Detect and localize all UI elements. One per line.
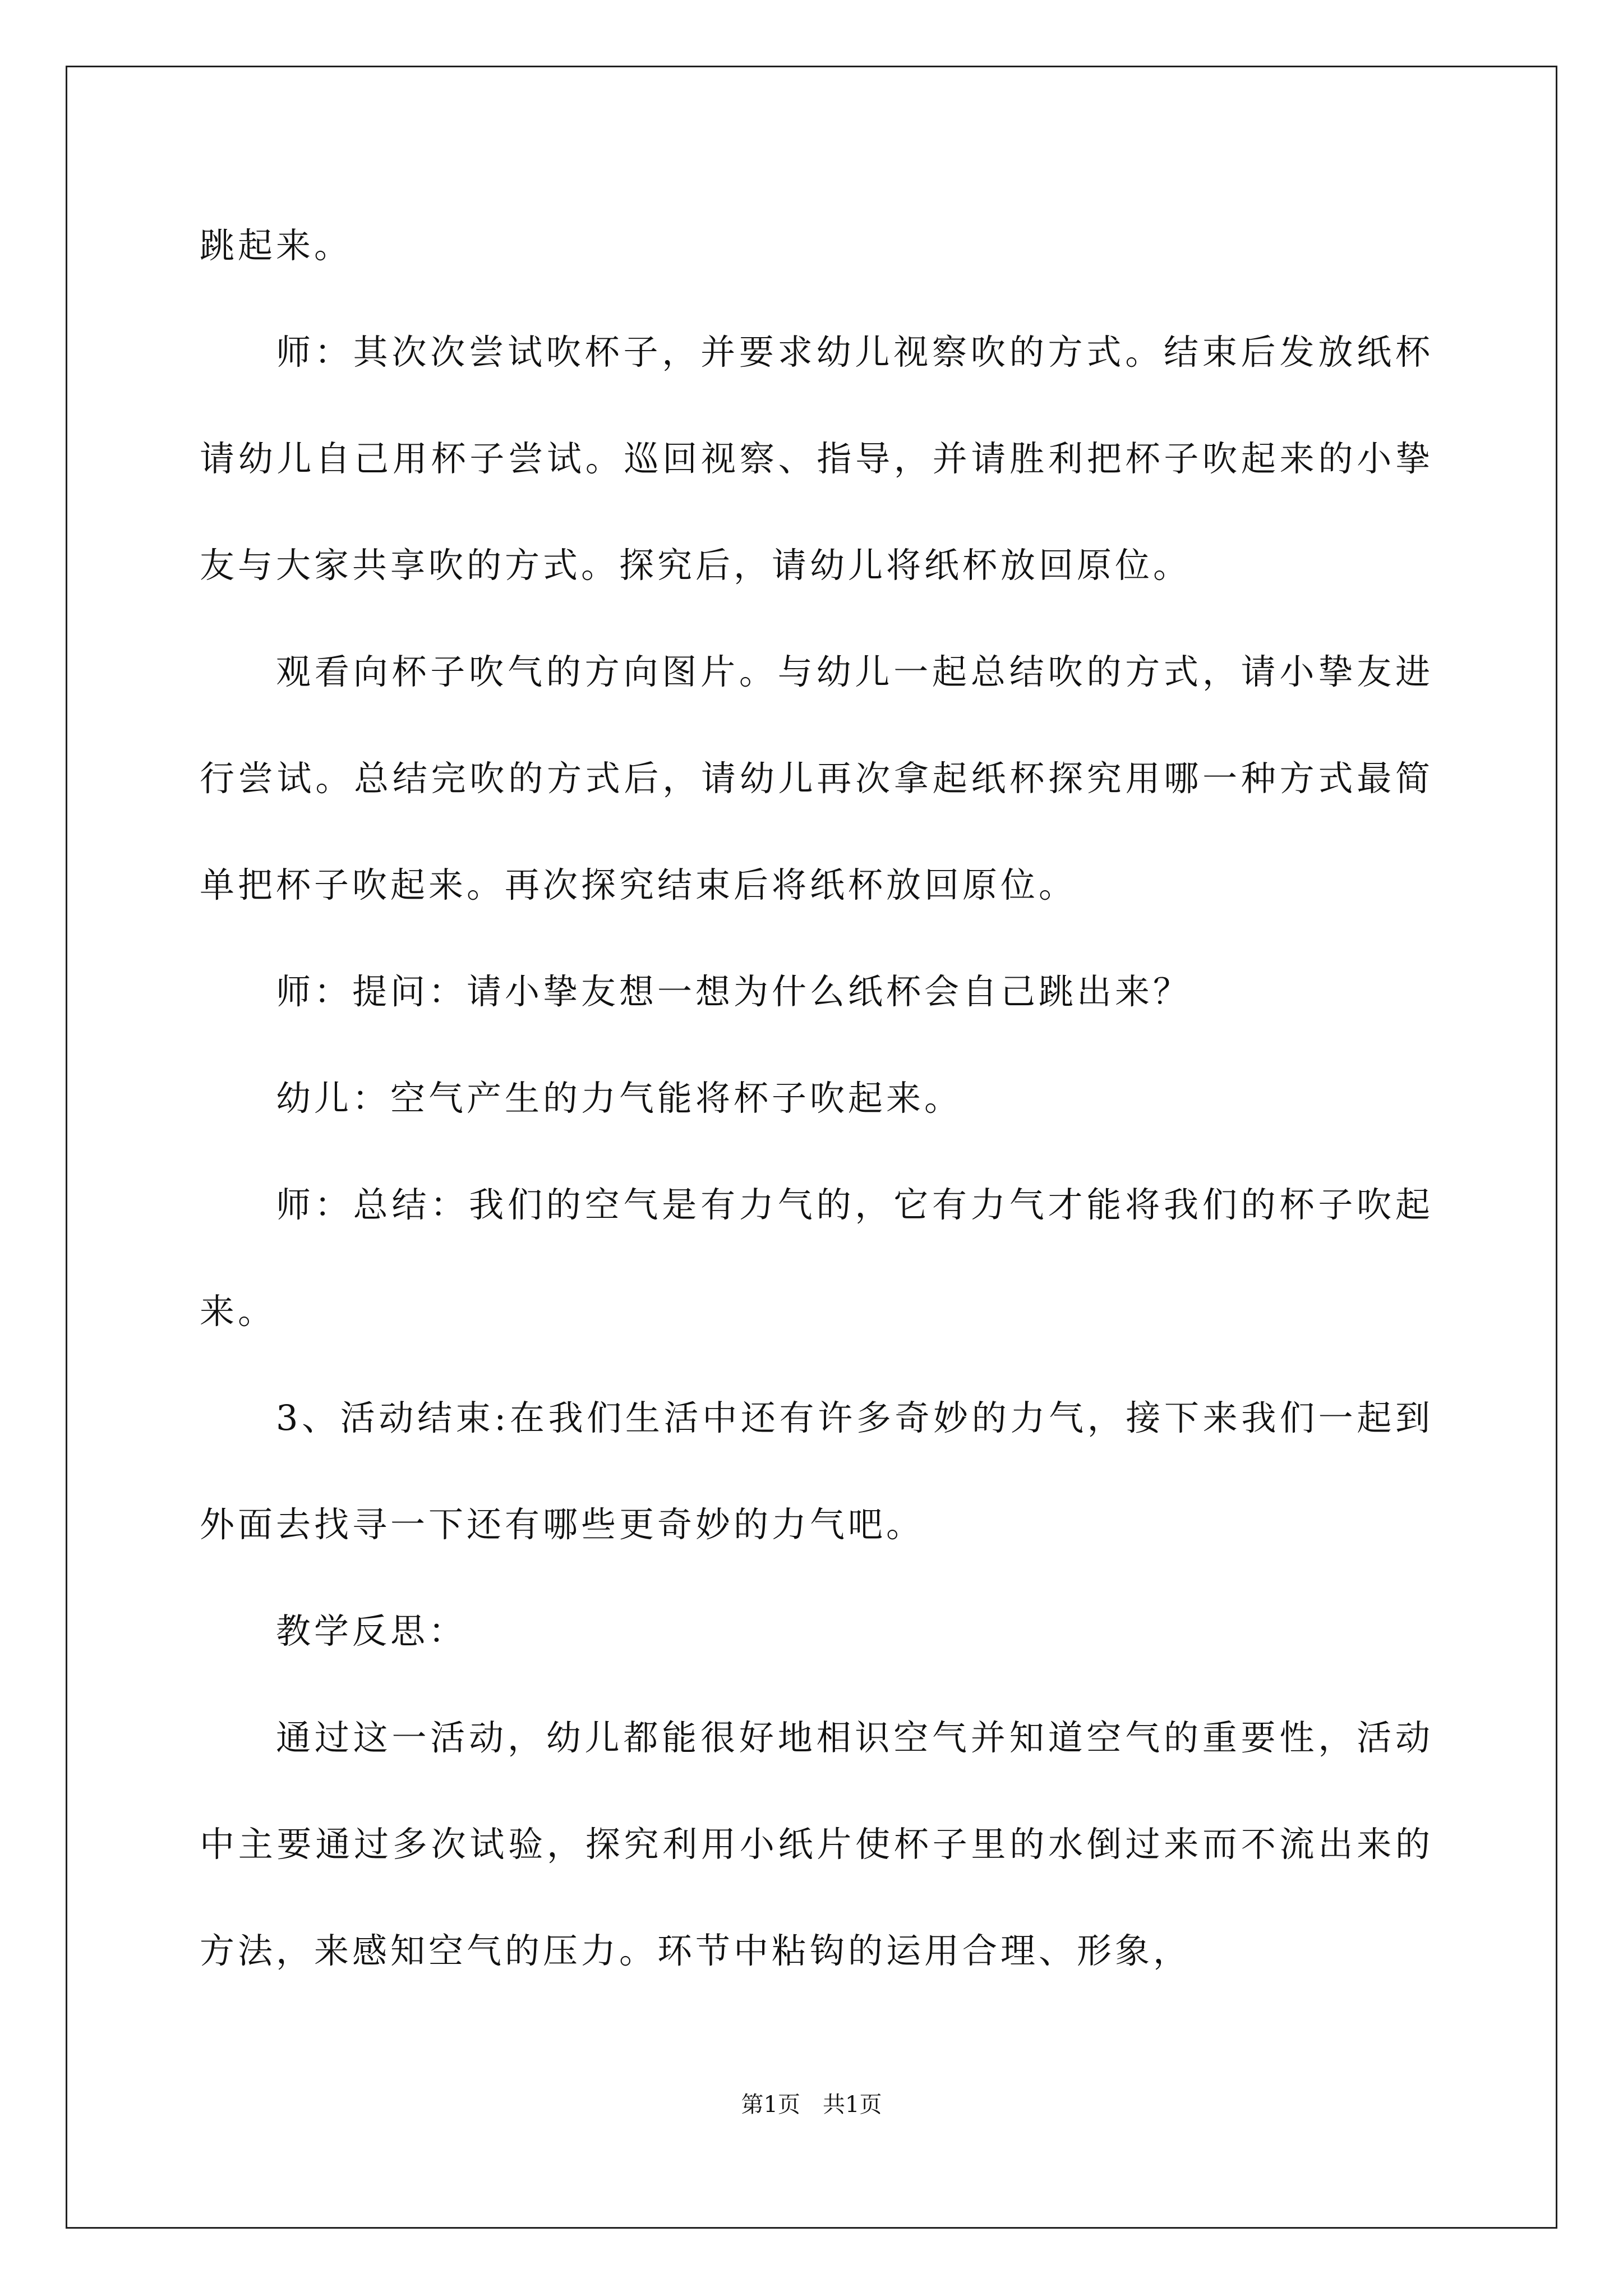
paragraph: 师：其次次尝试吹杯子，并要求幼儿视察吹的方式。结束后发放纸杯请幼儿自己用杯子尝试。巡回视察、指导，并请胜利把杯子吹起来的小挚友与大家共享吹的方式。探究后，请幼儿将纸杯放回原位。 <box>200 332 1433 586</box>
document-body <box>200 192 1433 2004</box>
paragraph: 跳起来。 <box>200 225 353 266</box>
paragraph: 师：总结：我们的空气是有力气的，它有力气才能将我们的杯子吹起来。 <box>200 1184 1433 1332</box>
paragraph: 幼儿：空气产生的力气能将杯子吹起来。 <box>276 1078 963 1119</box>
paragraph: 师：提问：请小挚友想一想为什么纸杯会自己跳出来？ <box>276 971 1192 1012</box>
paragraph: 教学反思： <box>276 1611 467 1651</box>
paragraph: 通过这一活动，幼儿都能很好地相识空气并知道空气的重要性，活动中主要通过多次试验，探究利用小纸片使杯子里的水倒过来而不流出来的方法，来感知空气的压力。环节中粘钩的运用合理、形象， <box>200 1717 1433 1971</box>
paragraph: 观看向杯子吹气的方向图片。与幼儿一起总结吹的方式，请小挚友进行尝试。总结完吹的方式后，请幼儿再次拿起纸杯探究用哪一种方式最简单把杯子吹起来。再次探究结束后将纸杯放回原位。 <box>200 651 1433 905</box>
paragraph: 3、活动结束:在我们生活中还有许多奇妙的力气，接下来我们一起到外面去找寻一下还有哪些更奇妙的力气吧。 <box>200 1397 1433 1545</box>
page-footer: 第1页 共1页 <box>741 2092 882 2118</box>
